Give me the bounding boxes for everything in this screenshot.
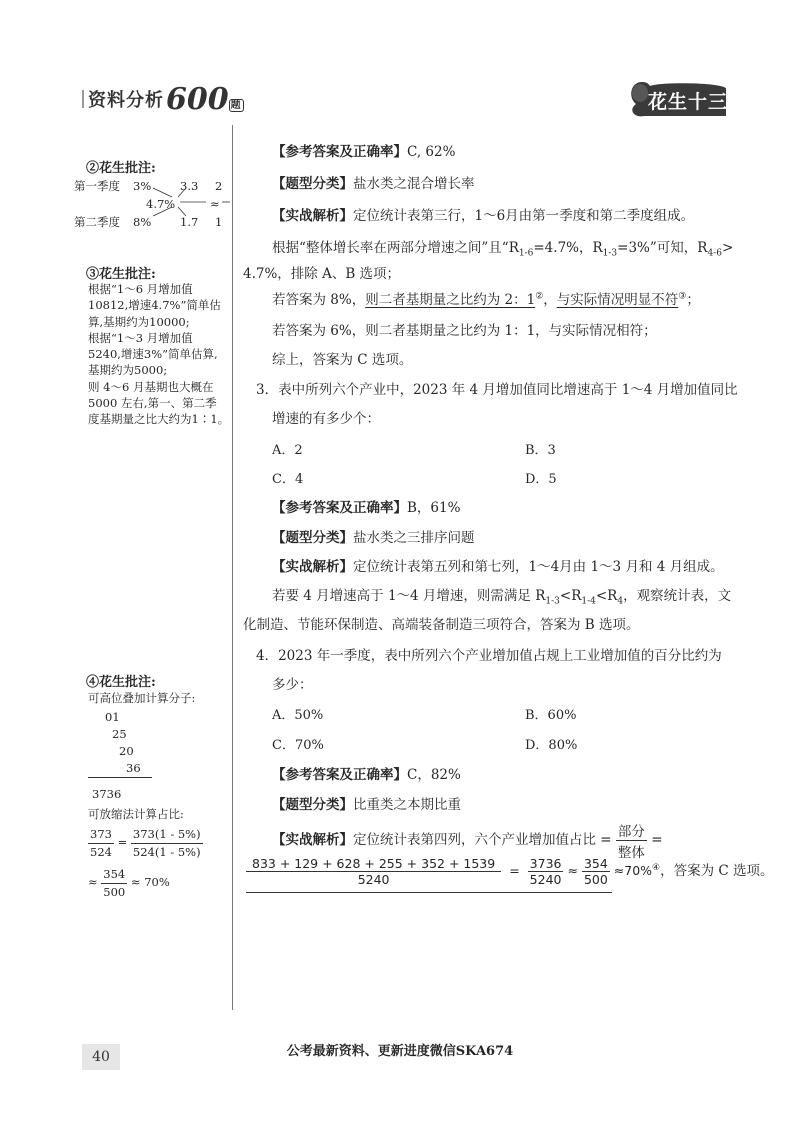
q4-analysis: 【实战解析】定位统计表第四列，六个产业增加值占比 = $\frac{\text{部分}}{\text{整体}}$ =: [272, 820, 663, 861]
note4-title: ④花生批注:: [86, 675, 156, 690]
note2-row2-ratio: 1: [215, 215, 223, 229]
note4-addend: 25: [112, 727, 127, 741]
note4-addend: 01: [105, 710, 120, 724]
q4-option-b: B．60%: [525, 708, 577, 723]
note4-fraction-row1: $\frac{373}{524}$ = $\frac{373(1 - 5\%)}{524(1 - 5\%)}$: [90, 827, 201, 859]
q2-analysis: 【实战解析】定位统计表第三行，1～6月由第一季度和第二季度组成。: [272, 208, 695, 224]
q3-analysis: 【实战解析】定位统计表第五列和第七列，1～4月由 1～3 月和 4 月组成。: [272, 559, 724, 575]
footer-text: 公考最新资料、更新进度微信SKA674: [286, 1044, 514, 1059]
sum-fraction: $\frac{833 + 129 + 628 + 255 + 352 + 1539}{5240}$: [246, 856, 501, 887]
q2-para4: 综上，答案为 C 选项。: [272, 352, 413, 368]
book-title-text: 资料分析: [88, 90, 164, 111]
fraction: $\frac{354}{500}$: [583, 856, 608, 887]
cross-diagram: [150, 184, 232, 220]
q4-option-a: A．50%: [272, 708, 324, 723]
note2-row1-rate: 3%: [133, 179, 152, 193]
q4-stem: 4．2023 年一季度，表中所列六个产业增加值占规上工业增加值的百分比约为: [256, 648, 722, 664]
page-number: 40: [82, 1044, 120, 1070]
fraction: $\frac{3736}{5240}$: [529, 856, 562, 887]
note2-approx: ≈: [210, 197, 220, 211]
q4-calculation: $\frac{833 + 129 + 628 + 255 + 352 + 1539}{5240}$ = $\frac{3736}{5240}$ ≈ $\frac{354}{500}$ ≈70%④，答案为 C 选项。: [246, 856, 774, 887]
fraction: $\frac{354}{500}$: [103, 867, 126, 899]
q4-option-d: D．80%: [525, 738, 578, 753]
q3-answer: 【参考答案及正确率】B，61%: [272, 500, 461, 516]
note3-line: 算,基期约为10000;: [88, 314, 190, 329]
column-divider: [232, 125, 233, 1010]
book-title-badge: 题: [230, 100, 242, 111]
q4-type: 【题型分类】比重类之本期比重: [272, 797, 461, 813]
q2-answer: 【参考答案及正确率】C, 62%: [272, 144, 456, 160]
q3-stem-cont: 增速的有多少个：: [272, 411, 380, 427]
note3-line: 5240,增速3%”简单估算,: [88, 347, 218, 362]
note2-title: ②花生批注:: [86, 161, 156, 176]
note4-fraction-row2: ≈ $\frac{354}{500}$ ≈ 70%: [88, 867, 170, 899]
note3-body: [88, 281, 229, 428]
q4-option-c: C．70%: [272, 738, 324, 753]
q3-para1: 若要 4 月增速高于 1～4 月增速，则需满足 $R_{1-3}<R_{1-4}<R_4$，观察统计表，文: [272, 588, 732, 607]
note3-line: 根据“1～6 月增加值: [88, 282, 193, 296]
note3-line: 则 4～6 月基期也大概在: [88, 379, 214, 394]
q3-type: 【题型分类】盐水类之三排序问题: [272, 530, 475, 546]
q2-para2: 若答案为 8%，则二者基期量之比约为 2：1②，与实际情况明显不符③；: [272, 291, 700, 308]
fraction: $\frac{373}{524}$: [90, 827, 112, 859]
calculation-underline: [246, 892, 612, 893]
q4-answer: 【参考答案及正确率】C，82%: [272, 767, 461, 783]
note2-mid-value: 4.7%: [146, 197, 176, 211]
note4-sum-rule: [88, 777, 152, 778]
logo-text: 花生十三: [648, 91, 729, 113]
note4-intro2: 可放缩法计算占比:: [88, 807, 184, 821]
note4-addend: 36: [126, 761, 141, 775]
q4-stem-cont: 多少：: [272, 677, 313, 693]
book-title: [82, 82, 244, 117]
note3-line: 度基期量之比大约为1∶1。: [88, 412, 230, 427]
q2-para3: 若答案为 6%，则二者基期量之比约为 1：1，与实际情况相符；: [272, 323, 657, 339]
q2-para1: 根据“整体增长率在两部分增速之间”且“$R_{1-6}=4.7\%$，$R_{1-3}=3\%$”可知，$R_{4-6}>$: [272, 240, 734, 259]
book-title-number: 600: [166, 82, 229, 117]
q3-para1-cont: 化制造、节能环保制造、高端装备制造三项符合，答案为 B 选项。: [243, 617, 640, 633]
q3-option-d: D．5: [525, 472, 557, 487]
note3-line: 根据“1～3 月增加值: [88, 330, 193, 345]
note3-line: 10812,增速4.7%”简单估: [88, 298, 221, 313]
note2-row1-label: 第一季度: [74, 179, 120, 193]
q3-option-b: B．3: [525, 443, 556, 458]
note2-row2-label: 第二季度: [74, 215, 120, 229]
note2-row1-ratio: 2: [215, 179, 223, 193]
q2-type: 【题型分类】盐水类之混合增长率: [272, 176, 475, 192]
note3-title: ③花生批注:: [86, 267, 156, 282]
note4-addend: 20: [119, 744, 134, 758]
part-whole-fraction: $\frac{\text{部分}}{\text{整体}}$: [616, 820, 647, 861]
note3-line: 5000 左右,第一、第二季: [88, 396, 217, 411]
note3-line: 基期约为5000;: [88, 363, 168, 378]
note2-row2-rate: 8%: [133, 215, 152, 229]
q3-option-a: A．2: [272, 443, 303, 458]
q3-stem: 3．表中所列六个产业中，2023 年 4 月增加值同比增速高于 1～4 月增加值同比: [256, 382, 738, 398]
q2-para1-cont: 4.7%，排除 A、B 选项；: [243, 266, 401, 282]
q3-option-c: C．4: [272, 472, 304, 487]
note2-row1-diff: 3.3: [180, 179, 199, 193]
note2-row2-diff: 1.7: [180, 215, 199, 229]
fraction: $\frac{373(1 - 5\%)}{524(1 - 5\%)}$: [132, 827, 201, 859]
note4-sum: 3736: [92, 787, 122, 801]
note4-intro: 可高位叠加计算分子:: [88, 691, 196, 705]
